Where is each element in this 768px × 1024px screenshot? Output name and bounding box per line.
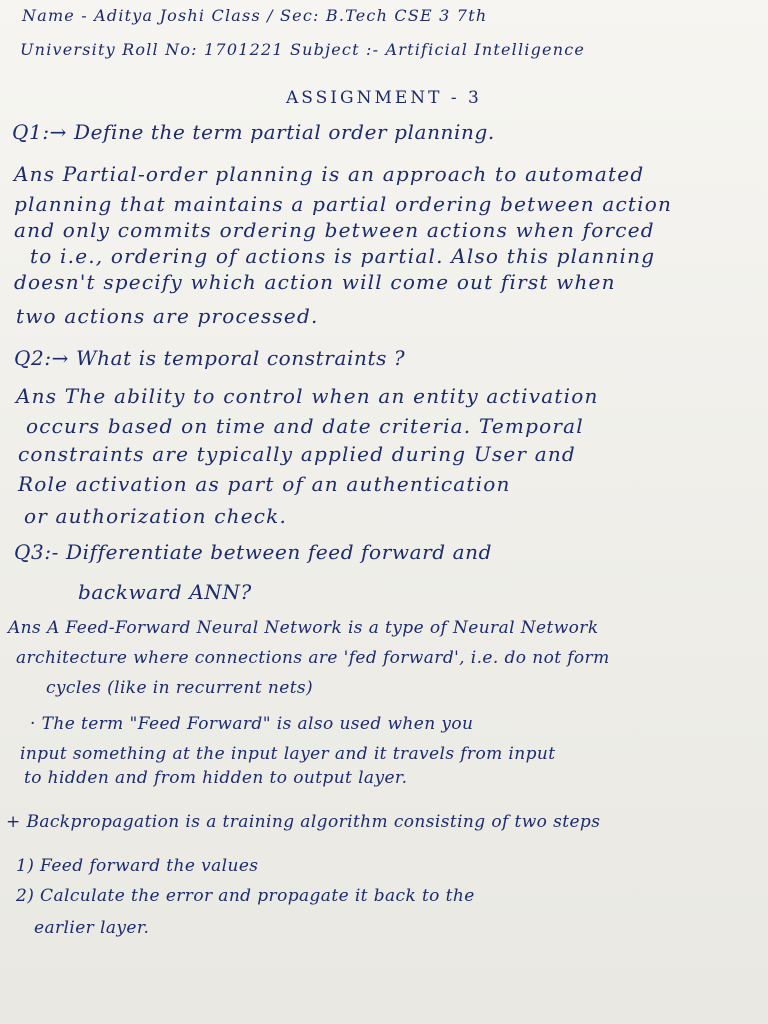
question-3: backward ANN? (78, 580, 252, 604)
answer-3-line: 2) Calculate the error and propagate it back to the (16, 886, 475, 906)
answer-1-line: Ans Partial-order planning is an approach to automated (14, 162, 645, 186)
answer-3-line: cycles (like in recurrent nets) (46, 678, 314, 698)
roll-subject-line: University Roll No: 1701221 Subject :- Artificial Intelligence (20, 40, 586, 59)
answer-2-line: Ans The ability to control when an entity activation (16, 384, 599, 408)
answer-3-line: · The term "Feed Forward" is also used when you (30, 714, 474, 734)
answer-3-line: architecture where connections are 'fed forward', i.e. do not form (16, 648, 610, 668)
page-title: ASSIGNMENT - 3 (286, 88, 482, 108)
answer-1-line: two actions are processed. (16, 304, 319, 328)
answer-2-line: Role activation as part of an authentication (18, 472, 511, 496)
answer-1-line: and only commits ordering between actions when forced (14, 218, 655, 242)
answer-2-line: or authorization check. (24, 504, 288, 528)
answer-3-line: input something at the input layer and it travels from input (20, 744, 556, 764)
answer-2-line: constraints are typically applied during User and (18, 442, 576, 466)
answer-3-line: 1) Feed forward the values (16, 856, 259, 876)
answer-1-line: to i.e., ordering of actions is partial. Also this planning (30, 244, 656, 268)
answer-1-line: doesn't specify which action will come out first when (14, 270, 616, 294)
answer-2-line: occurs based on time and date criteria. Temporal (26, 414, 584, 438)
question-2: Q2:→ What is temporal constraints ? (14, 346, 406, 370)
question-3: Q3:- Differentiate between feed forward and (14, 540, 493, 564)
question-1: Q1:→ Define the term partial order planning. (12, 120, 495, 144)
answer-3-line: Ans A Feed-Forward Neural Network is a type of Neural Network (8, 618, 599, 638)
answer-3-line: earlier layer. (34, 918, 150, 938)
name-class-line: Name - Aditya Joshi Class / Sec: B.Tech CSE 3 7th (22, 6, 488, 25)
answer-1-line: planning that maintains a partial ordering between action (14, 192, 673, 216)
answer-3-line: to hidden and from hidden to output layer. (24, 768, 408, 788)
answer-3-line: + Backpropagation is a training algorithm consisting of two steps (6, 812, 601, 832)
